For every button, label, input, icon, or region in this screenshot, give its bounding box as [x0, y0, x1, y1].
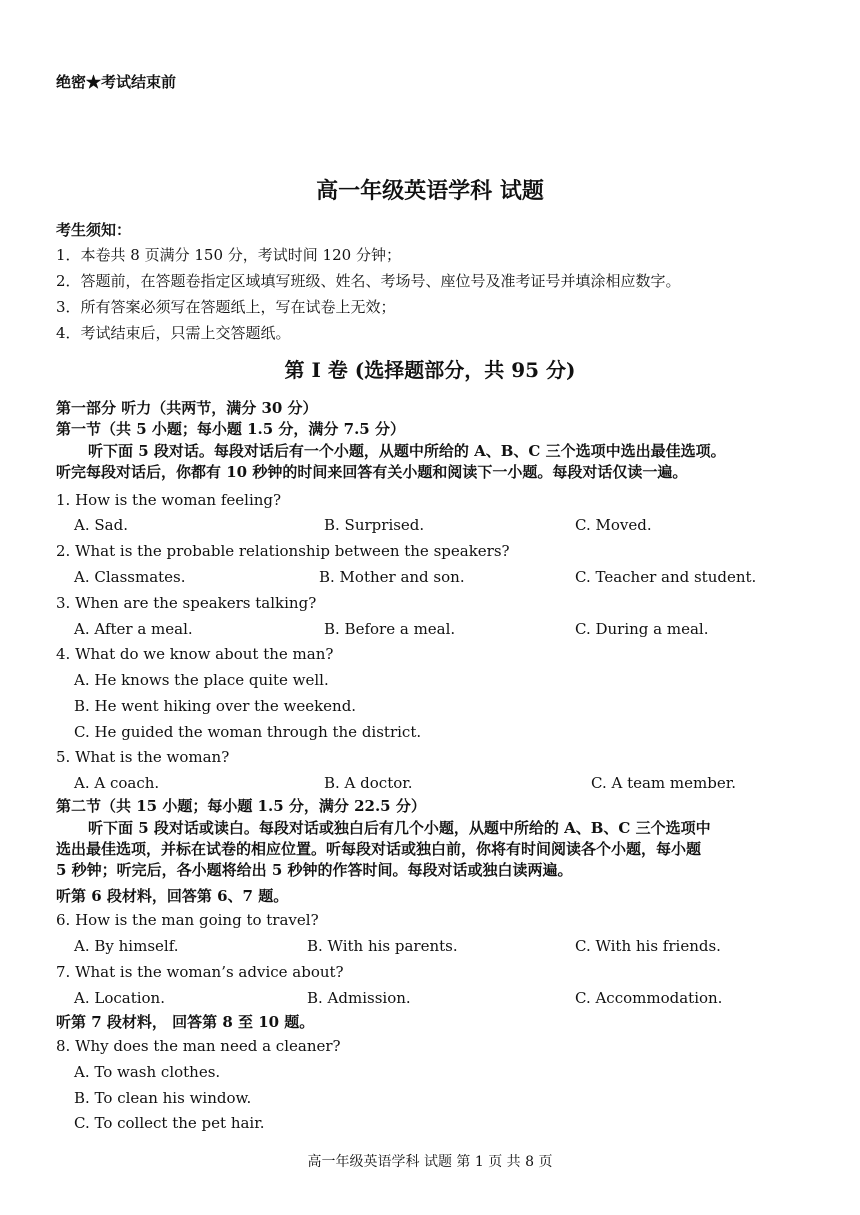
option: A. Sad. — [74, 516, 128, 534]
option: C. A team member. — [591, 774, 737, 792]
option: C. Moved. — [575, 516, 652, 534]
notice-heading: 考生须知： — [56, 221, 132, 239]
section2-heading: 第二节（共 15 小题；每小题 1.5 分，满分 22.5 分） — [56, 797, 426, 815]
option: C. He guided the woman through the district. — [74, 723, 422, 741]
option: A. A coach. — [74, 774, 160, 792]
option: B. Before a meal. — [324, 620, 456, 638]
listening-heading: 第一部分 听力（共两节，满分 30 分） — [56, 399, 318, 417]
option: A. After a meal. — [74, 620, 193, 638]
option: A. Location. — [74, 989, 165, 1007]
option: B. Surprised. — [324, 516, 425, 534]
confidential-mark: 绝密★考试结束前 — [56, 73, 177, 91]
instruction-line: 听下面 5 段对话或读白。每段对话或独白后有几个小题，从题中所给的 A、B、C 三个选项中 — [88, 819, 711, 837]
option: B. To clean his window. — [74, 1089, 252, 1107]
group-instruction: 听第 6 段材料，回答第 6、7 题。 — [56, 887, 289, 905]
option: A. By himself. — [74, 937, 179, 955]
notice-item: 1．本卷共 8 页满分 150 分，考试时间 120 分钟； — [56, 246, 401, 264]
instruction-line: 选出最佳选项，并标在试卷的相应位置。听每段对话或独白前，你将有时间阅读各个小题，每小题 — [56, 840, 702, 858]
option: C. To collect the pet hair. — [74, 1114, 265, 1132]
option: B. He went hiking over the weekend. — [74, 697, 357, 715]
section2-instructions — [56, 818, 806, 881]
option: A. To wash clothes. — [74, 1063, 221, 1081]
question-2: 2. What is the probable relationship between the speakers? — [56, 542, 510, 560]
option: C. With his friends. — [575, 937, 721, 955]
page-title: 高一年级英语学科 试题 — [316, 178, 544, 204]
question-1: 1. How is the woman feeling? — [56, 491, 282, 509]
option: B. A doctor. — [324, 774, 413, 792]
option: A. Classmates. — [74, 568, 186, 586]
question-5: 5. What is the woman? — [56, 748, 230, 766]
option: A. He knows the place quite well. — [74, 671, 329, 689]
group-instruction: 听第 7 段材料， 回答第 8 至 10 题。 — [56, 1013, 315, 1031]
question-7: 7. What is the woman’s advice about? — [56, 963, 344, 981]
option: C. During a meal. — [575, 620, 709, 638]
option: B. Mother and son. — [319, 568, 465, 586]
question-4: 4. What do we know about the man? — [56, 645, 334, 663]
option: C. Teacher and student. — [575, 568, 757, 586]
option: B. With his parents. — [307, 937, 458, 955]
option: B. Admission. — [307, 989, 411, 1007]
instruction-line: 5 秒钟；听完后，各小题将给出 5 秒钟的作答时间。每段对话或独白读两遍。 — [56, 861, 573, 879]
section1-instructions — [56, 441, 806, 483]
question-6: 6. How is the man going to travel? — [56, 911, 319, 929]
section1-heading: 第一节（共 5 小题；每小题 1.5 分，满分 7.5 分） — [56, 420, 405, 438]
question-8: 8. Why does the man need a cleaner? — [56, 1037, 341, 1055]
instruction-line: 听下面 5 段对话。每段对话后有一个小题，从题中所给的 A、B、C 三个选项中选出最佳选项。 — [88, 442, 726, 460]
option: C. Accommodation. — [575, 989, 723, 1007]
page-footer: 高一年级英语学科 试题 第 1 页 共 8 页 — [307, 1154, 553, 1170]
question-3: 3. When are the speakers talking? — [56, 594, 317, 612]
notice-item: 3．所有答案必须写在答题纸上，写在试卷上无效； — [56, 298, 396, 316]
instruction-line: 听完每段对话后，你都有 10 秒钟的时间来回答有关小题和阅读下一小题。每段对话仅读一遍。 — [56, 463, 688, 481]
part1-heading: 第 I 卷 (选择题部分，共 95 分) — [284, 358, 576, 382]
notice-item: 2．答题前，在答题卷指定区域填写班级、姓名、考场号、座位号及准考证号并填涂相应数字。 — [56, 272, 681, 290]
notice-item: 4．考试结束后，只需上交答题纸。 — [56, 324, 291, 342]
